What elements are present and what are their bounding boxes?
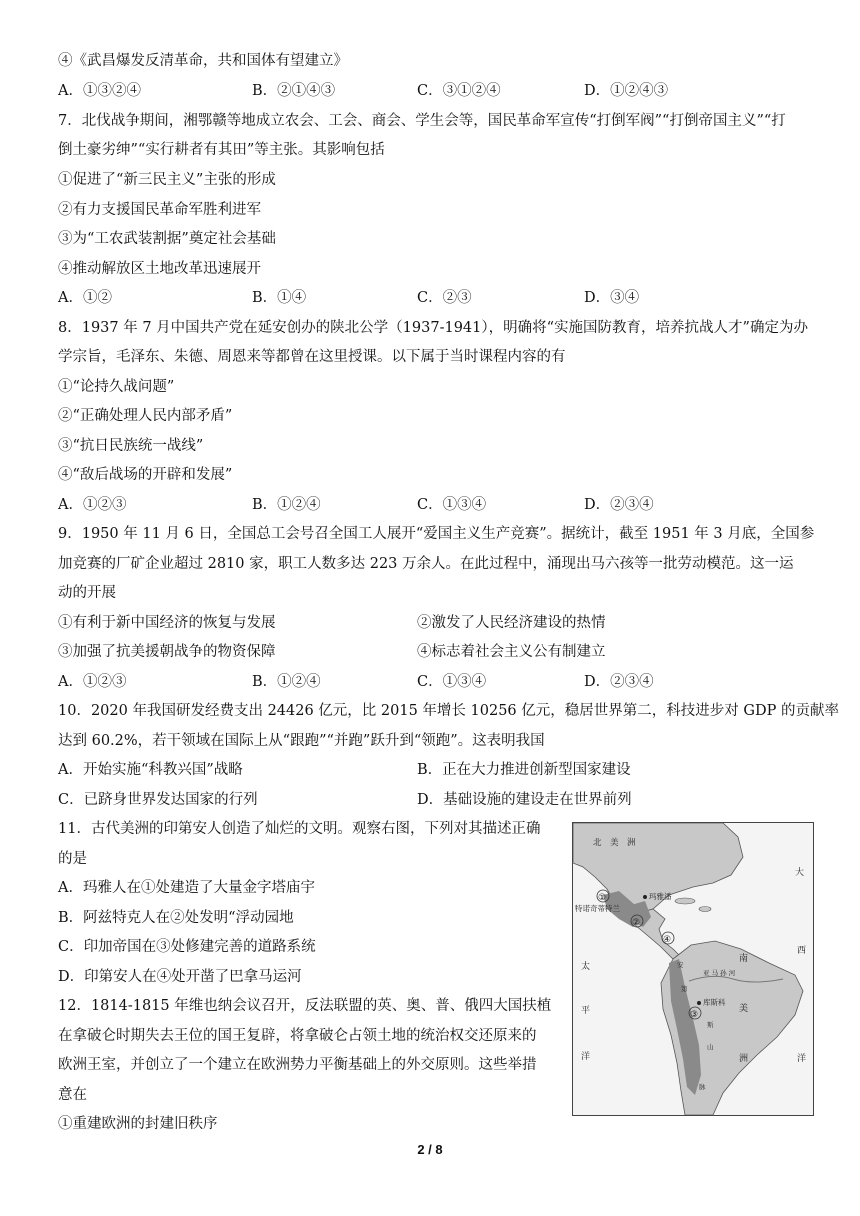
andes-char-3: 斯 — [707, 1021, 714, 1029]
q9-option-b: B．①②④ — [252, 674, 321, 690]
atlantic-char-3: 洋 — [797, 1054, 807, 1064]
q9-item-3: ③加强了抗美援朝战争的物资保障 — [58, 644, 276, 660]
q8-stem-line-1: 8．1937 年 7 月中国共产党在延安创办的陕北公学（1937-1941），明确将“实施国防教育，培养抗战人才”确定为办 — [58, 320, 808, 336]
q9-option-c: C．①③④ — [417, 674, 487, 690]
south-america-char-2: 美 — [739, 1004, 749, 1014]
amazon-label: 亚 马 孙 河 — [703, 969, 736, 977]
mayapan-label: 玛雅潘 — [649, 892, 672, 901]
q7-option-b: B．①④ — [252, 290, 307, 306]
q10-option-c: C．已跻身世界发达国家的行列 — [58, 792, 258, 808]
atlantic-char-1: 大 — [795, 868, 805, 878]
q11-option-b: B．阿兹特克人在②处发明“浮动园地 — [58, 910, 294, 926]
q8-item-1: ①“论持久战问题” — [58, 379, 175, 395]
q7-option-c: C．②③ — [417, 290, 472, 306]
q7-item-2: ②有力支援国民革命军胜利进军 — [58, 202, 261, 218]
south-america-char-1: 南 — [739, 954, 749, 964]
q7-item-4: ④推动解放区土地改革迅速展开 — [58, 261, 261, 277]
q9-stem-line-3: 动的开展 — [58, 585, 116, 601]
q10-stem-line-2: 达到 60.2%，若干领域在国际上从“跟跑”“并跑”跃升到“领跑”。这表明我国 — [58, 733, 545, 749]
cusco-label: 库斯科 — [703, 998, 726, 1007]
cusco-dot — [697, 1001, 701, 1005]
q11-stem-line-2: 的是 — [58, 851, 87, 867]
q9-item-1: ①有利于新中国经济的恢复与发展 — [58, 615, 276, 631]
caribbean-island — [675, 898, 695, 904]
q10-option-d: D．基础设施的建设走在世界前列 — [417, 792, 632, 808]
q12-stem-line-3: 欧洲王室，并创立了一个建立在欧洲势力平衡基础上的外交原则。这些举措 — [58, 1057, 537, 1073]
pacific-char-1: 太 — [581, 962, 591, 972]
q8-item-2: ②“正确处理人民内部矛盾” — [58, 408, 233, 424]
q9-option-d: D．②③④ — [584, 674, 654, 690]
q11-option-a: A．玛雅人在①处建造了大量金字塔庙宇 — [58, 880, 315, 896]
q6-option-b: B．②①④③ — [252, 83, 336, 99]
q10-option-b: B．正在大力推进创新型国家建设 — [417, 762, 631, 778]
q9-item-4: ④标志着社会主义公有制建立 — [417, 644, 606, 660]
pacific-char-2: 平 — [581, 1006, 591, 1016]
q7-option-a: A．①② — [58, 290, 112, 306]
north-america-label: 北 美 洲 — [593, 838, 636, 848]
marker-4: ④ — [663, 935, 672, 945]
q8-option-d: D．②③④ — [584, 497, 654, 513]
marker-2: ② — [632, 918, 641, 928]
q12-item-1: ①重建欧洲的封建旧秩序 — [58, 1116, 218, 1132]
q8-item-3: ③“抗日民族统一战线” — [58, 438, 204, 454]
q12-stem-line-1: 12．1814-1815 年维也纳会议召开，反法联盟的英、奥、普、俄四大国扶植 — [58, 998, 552, 1014]
q7-stem-line-1: 7．北伐战争期间，湘鄂赣等地成立农会、工会、商会、学生会等，国民革命军宣传“打倒军阀”“打倒帝国主义”“打 — [58, 113, 786, 129]
tenochtitlan-label: 特诺奇蒂特兰 — [575, 904, 620, 913]
andes-char-2: 第 — [681, 985, 688, 993]
q9-item-2: ②激发了人民经济建设的热情 — [417, 615, 606, 631]
q6-option-a: A．①③②④ — [58, 83, 141, 99]
q8-option-b: B．①②④ — [252, 497, 321, 513]
q11-stem-line-1: 11．古代美洲的印第安人创造了灿烂的文明。观察右图，下列对其描述正确 — [58, 821, 541, 837]
q8-option-a: A．①②③ — [58, 497, 127, 513]
pacific-char-3: 洋 — [581, 1052, 591, 1062]
q8-stem-line-2: 学宗旨，毛泽东、朱德、周恩来等都曾在这里授课。以下属于当时课程内容的有 — [58, 349, 566, 365]
q6-option-d: D．①②④③ — [584, 83, 669, 99]
q7-stem-line-2: 倒土豪劣绅”“实行耕者有其田”等主张。其影响包括 — [58, 142, 385, 158]
caribbean-island — [699, 907, 711, 912]
andes-char-1: 安 — [677, 961, 684, 969]
q12-stem-line-4: 意在 — [58, 1087, 87, 1103]
q7-option-d: D．③④ — [584, 290, 640, 306]
q9-option-a: A．①②③ — [58, 674, 127, 690]
marker-1: ① — [598, 893, 607, 903]
americas-map — [572, 822, 814, 1116]
atlantic-char-2: 西 — [797, 946, 807, 956]
q11-option-c: C．印加帝国在③处修建完善的道路系统 — [58, 939, 316, 955]
q8-option-c: C．①③④ — [417, 497, 487, 513]
page-number: 2 / 8 — [417, 1142, 443, 1157]
mayapan-dot — [643, 895, 647, 899]
marker-3: ③ — [690, 1010, 699, 1020]
q7-item-1: ①促进了“新三民主义”主张的形成 — [58, 172, 276, 188]
q9-stem-line-1: 9．1950 年 11 月 6 日，全国总工会号召全国工人展开“爱国主义生产竞赛”。据统计，截至 1951 年 3 月底，全国参 — [58, 526, 815, 542]
q8-item-4: ④“敌后战场的开辟和发展” — [58, 467, 233, 483]
q9-stem-line-2: 加竞赛的厂矿企业超过 2810 家，职工人数多达 223 万余人。在此过程中，涌现出马六孩等一批劳动模范。这一运 — [58, 556, 794, 572]
q6-option-c: C．③①②④ — [417, 83, 501, 99]
q10-option-a: A．开始实施“科教兴国”战略 — [58, 762, 243, 778]
andes-char-5: 脉 — [699, 1083, 706, 1091]
q7-item-3: ③为“工农武装割据”奠定社会基础 — [58, 231, 276, 247]
q10-stem-line-1: 10．2020 年我国研发经费支出 24426 亿元，比 2015 年增长 10256 亿元，稳居世界第二，科技进步对 GDP 的贡献率 — [58, 703, 839, 719]
south-america-char-3: 洲 — [739, 1054, 749, 1064]
andes-char-4: 山 — [707, 1043, 714, 1051]
q6-item-4: ④《武昌爆发反清革命，共和国体有望建立》 — [58, 53, 348, 69]
q12-stem-line-2: 在拿破仑时期失去王位的国王复辟，将拿破仑占领土地的统治权交还原来的 — [58, 1028, 537, 1044]
q11-option-d: D．印第安人在④处开凿了巴拿马运河 — [58, 969, 302, 985]
